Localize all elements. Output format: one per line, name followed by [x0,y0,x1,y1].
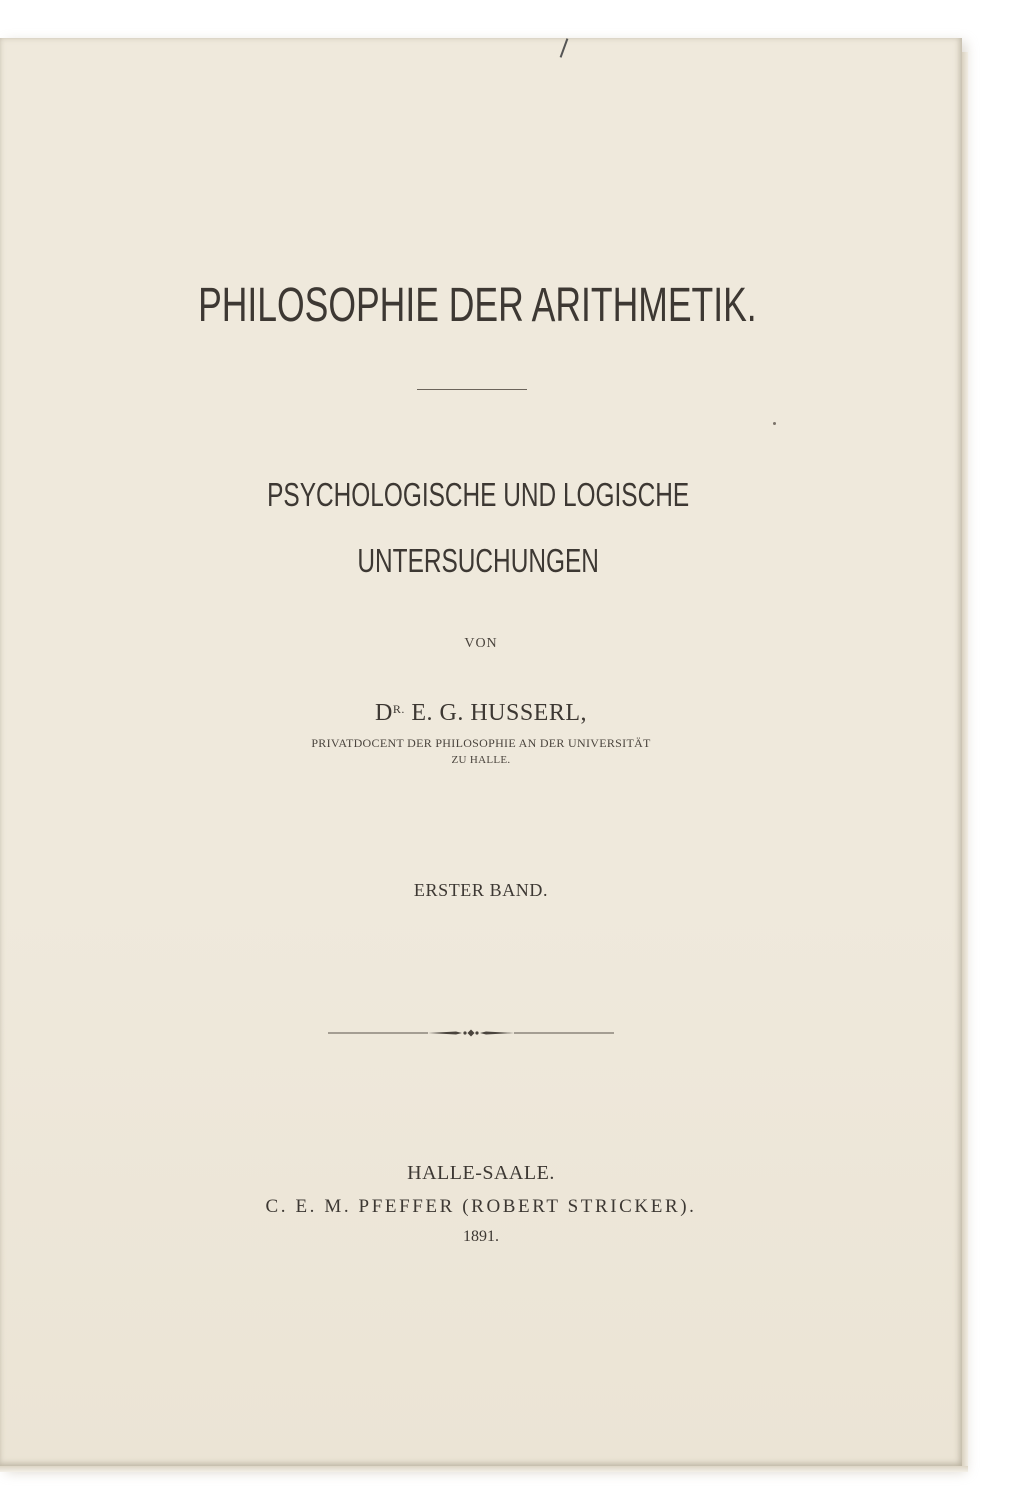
subtitle-line-1: PSYCHOLOGISCHE UND LOGISCHE [267,476,690,513]
author-name: E. G. HUSSERL, [411,700,588,726]
author-prefix: D [374,700,393,726]
publisher-line: C. E. M. PFEFFER (ROBERT STRICKER). [265,1196,697,1217]
book-title: PHILOSOPHIE DER ARITHMETIK. [198,279,757,332]
paper-speck [773,422,776,425]
ornament-rule-icon [328,1027,614,1039]
page-edge [962,52,968,1472]
title-page [0,38,962,1466]
affiliation-line-2: ZU HALLE. [451,754,511,766]
publication-year: 1891. [463,1228,499,1245]
title-divider-rule [417,389,527,390]
by-label: VON [464,636,498,651]
subtitle-line-2: UNTERSUCHUNGEN [357,542,599,579]
page-bottom-edge [0,1466,968,1472]
volume-label: ERSTER BAND. [413,880,549,900]
author-prefix-sup: R. [392,702,405,716]
publication-place: HALLE-SAALE. [407,1162,555,1184]
author-line [0,700,962,727]
affiliation-line-1: PRIVATDOCENT DER PHILOSOPHIE AN DER UNIVERSITÄT [311,736,651,750]
